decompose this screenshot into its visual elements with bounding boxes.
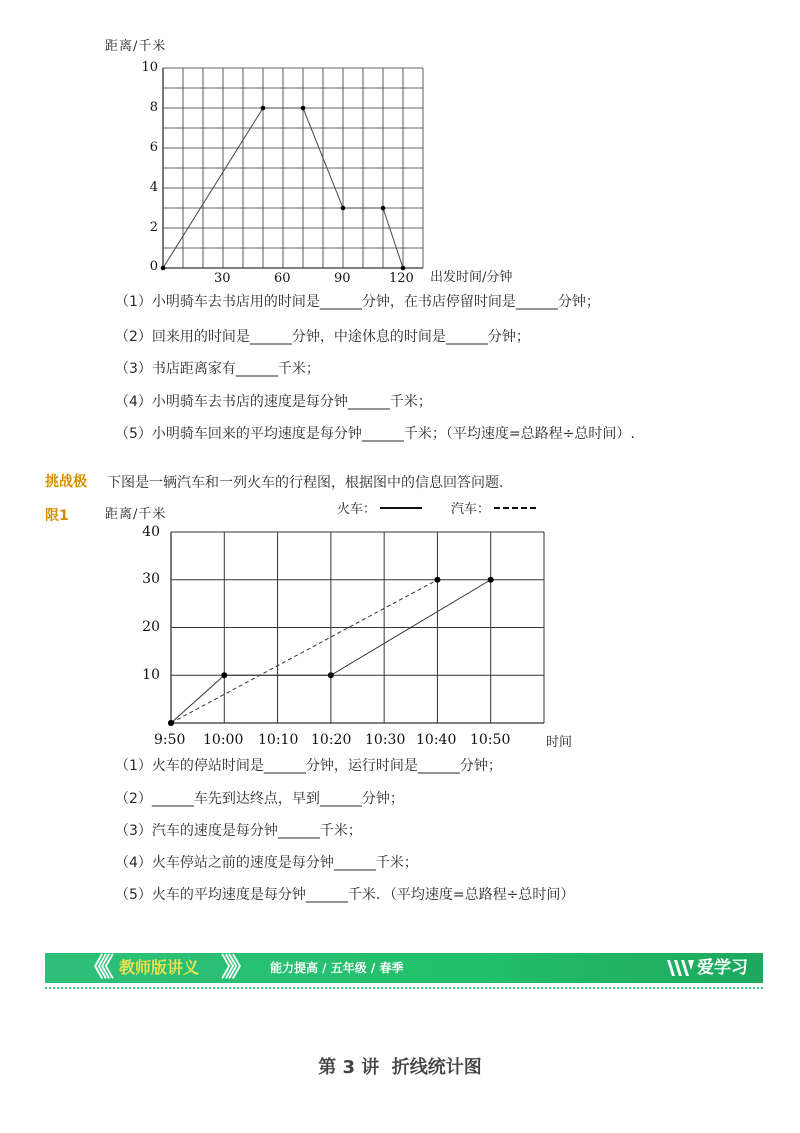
- challenge-tag-line2: 限1: [45, 508, 69, 524]
- chart2-data-point: [488, 577, 494, 583]
- chart1-ylabel: 距离/千米: [105, 39, 167, 54]
- chart2-xtick: 10:40: [416, 732, 457, 748]
- question-2-3: （3）汽车的速度是每分钟______千米；: [115, 823, 362, 839]
- chart2-series-line-car: [171, 580, 437, 723]
- chart2-plot: [0, 500, 800, 740]
- chart1-xtick: 120: [389, 271, 414, 286]
- chart1-plot: [0, 0, 800, 300]
- brand-logo-icon: [665, 958, 695, 978]
- chart2-ytick: 10: [142, 667, 160, 683]
- chart1-ytick: 10: [141, 60, 158, 75]
- chart1-data-point: [161, 266, 166, 271]
- chart2-xtick: 10:30: [365, 732, 406, 748]
- banner-divider: [45, 987, 763, 989]
- chart2-data-point: [168, 720, 174, 726]
- chart2-xtick: 10:00: [203, 732, 244, 748]
- chart2-data-point: [434, 577, 440, 583]
- chart2-xlabel: 时间: [546, 735, 573, 750]
- chart1-ytick: 0: [149, 259, 158, 274]
- question-2-4: （4）火车停站之前的速度是每分钟______千米；: [115, 855, 418, 871]
- chart2-xtick: 10:20: [311, 732, 352, 748]
- legend-car-label: 汽车：: [451, 502, 491, 517]
- question-1-5: （5）小明骑车回来的平均速度是每分钟______千米；（平均速度=总路程÷总时间）.: [115, 426, 635, 442]
- question-1-3: （3）书店距离家有______千米；: [115, 361, 320, 377]
- banner-title: 教师版讲义: [119, 958, 200, 977]
- chart1-xtick: 30: [214, 271, 231, 286]
- question-1-4: （4）小明骑车去书店的速度是每分钟______千米；: [115, 394, 432, 410]
- chart1-ytick: 2: [149, 220, 158, 235]
- chart1-data-point: [401, 266, 406, 271]
- chart1-data-point: [301, 106, 306, 111]
- chart2-ytick: 20: [142, 619, 160, 635]
- legend-train-label: 火车：: [337, 502, 377, 517]
- chevron-right-icon: 》》: [221, 953, 249, 983]
- question-2-5: （5）火车的平均速度是每分钟______千米．（平均速度=总路程÷总时间）: [115, 887, 575, 903]
- chart1-data-point: [381, 206, 386, 211]
- chart1-xlabel: 出发时间/分钟: [430, 270, 513, 285]
- chart2-ytick: 40: [142, 524, 160, 540]
- question-2-2: （2）______车先到达终点，早到______分钟；: [115, 791, 404, 807]
- chart2-xtick: 10:50: [470, 732, 511, 748]
- chevron-left-icon: 《《: [81, 953, 109, 983]
- question-2-1: （1）火车的停站时间是______分钟，运行时间是______分钟；: [115, 758, 502, 774]
- lecture-title: 第 3 讲 折线统计图: [318, 1057, 482, 1078]
- banner-breadcrumb: 能力提高 / 五年级 / 春季: [270, 961, 404, 975]
- question-1-2: （2）回来用的时间是______分钟，中途休息的时间是______分钟；: [115, 329, 530, 345]
- chart1-data-point: [261, 106, 266, 111]
- chart2-xtick: 10:10: [258, 732, 299, 748]
- chart2-data-point: [328, 672, 334, 678]
- chart1-ytick: 8: [149, 100, 158, 115]
- footer-banner: [45, 953, 763, 983]
- chart2-data-point: [221, 672, 227, 678]
- challenge-intro: 下图是一辆汽车和一列火车的行程图，根据图中的信息回答问题.: [107, 475, 504, 491]
- chart2-ytick: 30: [142, 571, 160, 587]
- brand-name: 爱学习: [697, 958, 748, 978]
- chart2-xtick: 9:50: [154, 732, 186, 748]
- chart2-ylabel: 距离/千米: [105, 507, 167, 522]
- challenge-tag-line1: 挑战极: [45, 474, 87, 490]
- chart1-xtick: 90: [334, 271, 351, 286]
- chart1-xtick: 60: [274, 271, 291, 286]
- chart1-data-point: [341, 206, 346, 211]
- chart1-ytick: 4: [149, 180, 158, 195]
- question-1-1: （1）小明骑车去书店用的时间是______分钟，在书店停留时间是______分钟；: [115, 294, 600, 310]
- chart1-ytick: 6: [149, 140, 158, 155]
